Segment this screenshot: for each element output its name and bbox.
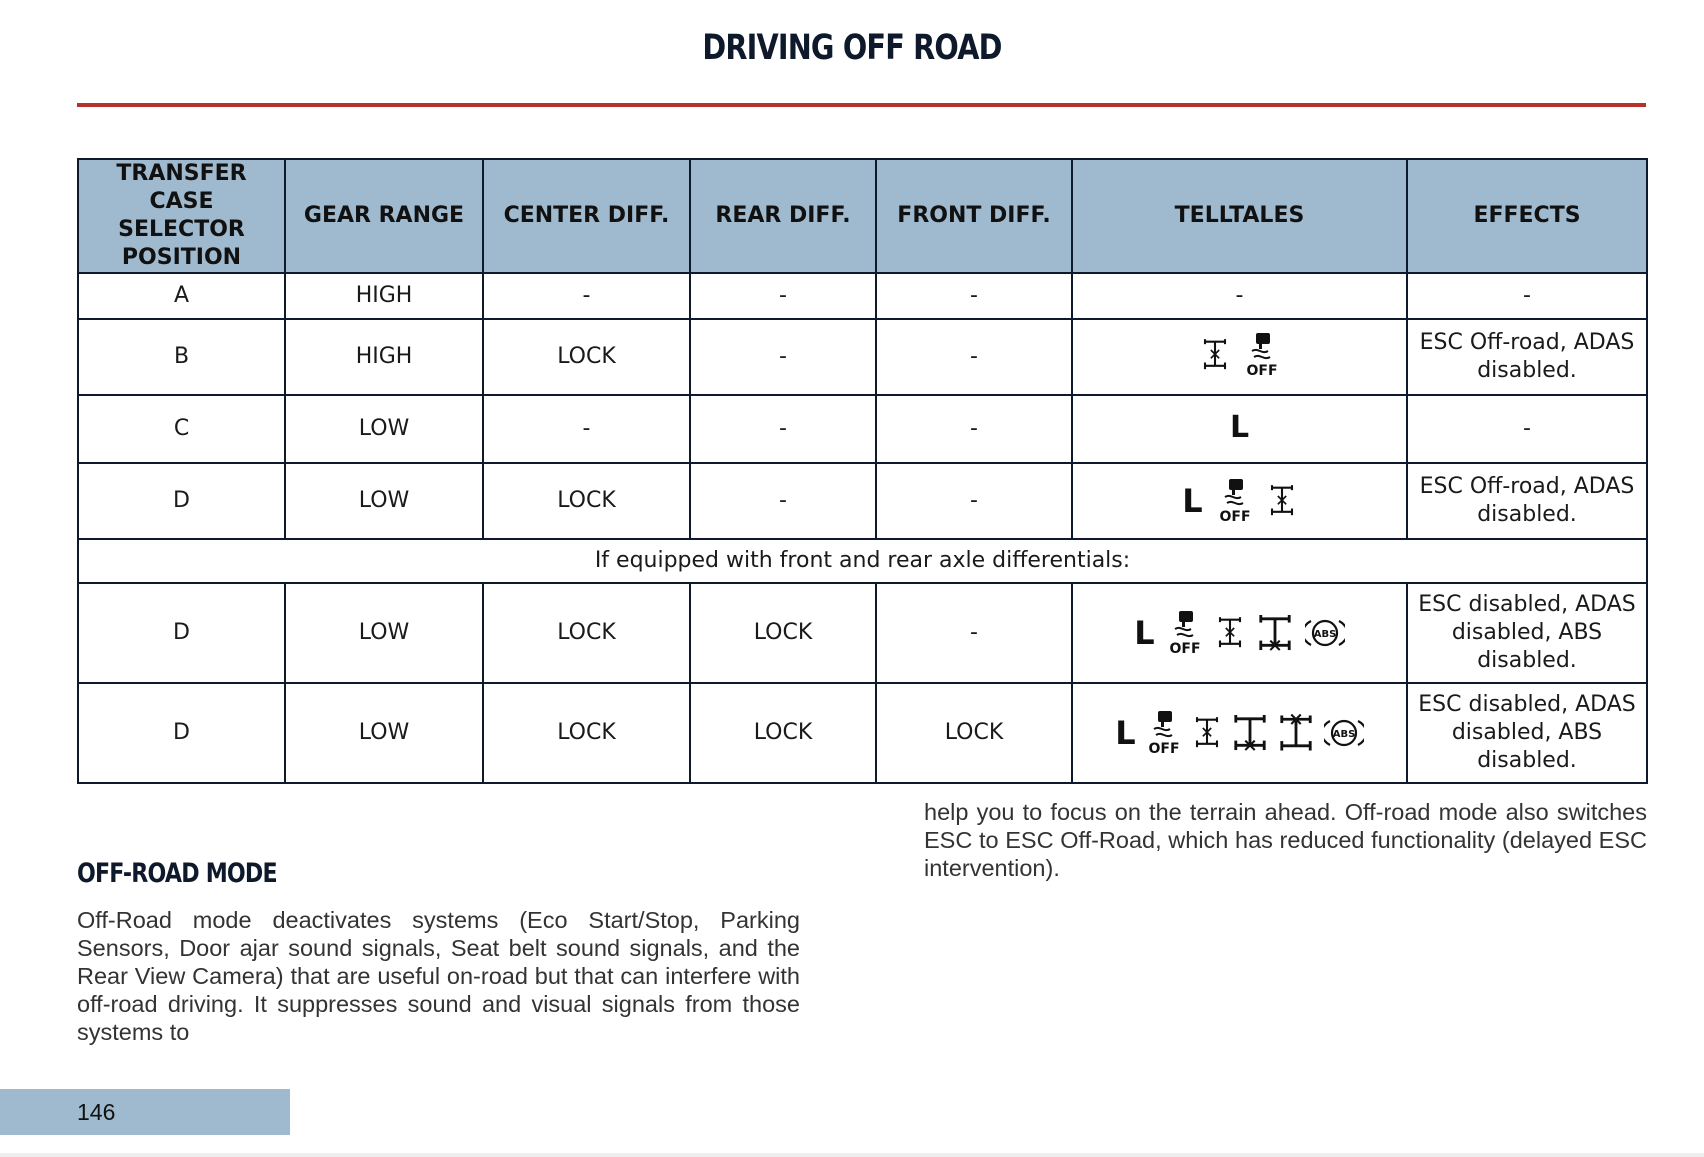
esc-off-icon [1217, 479, 1253, 523]
cell-telltales: - [1072, 273, 1407, 319]
cell-center-diff: - [483, 273, 690, 319]
cell-gear-range: LOW [285, 683, 483, 783]
low-range-l-icon: L [1115, 714, 1136, 752]
abs-icon [1324, 717, 1364, 749]
table-note: If equipped with front and rear axle differentials: [78, 539, 1647, 583]
cell-front-diff: - [876, 319, 1072, 395]
table-note-row [78, 539, 1647, 583]
cell-position: A [78, 273, 285, 319]
table-row [78, 463, 1647, 539]
page-bottom-edge [0, 1153, 1704, 1157]
abs-icon [1305, 617, 1345, 649]
table-header-row [78, 159, 1647, 273]
cell-telltales [1072, 319, 1407, 395]
abs-label: ABS [1313, 629, 1336, 640]
cell-center-diff: LOCK [483, 583, 690, 683]
table-row [78, 583, 1647, 683]
cell-center-diff: - [483, 395, 690, 463]
cell-position: D [78, 683, 285, 783]
cell-rear-diff: - [690, 319, 876, 395]
cell-effects: ESC Off-road, ADAS disabled. [1407, 463, 1647, 539]
cell-front-diff: - [876, 463, 1072, 539]
col-header-center-diff: CENTER DIFF. [483, 159, 690, 273]
esc-off-icon [1146, 711, 1182, 755]
off-road-settings-table [77, 158, 1648, 784]
col-header-front-diff: FRONT DIFF. [876, 159, 1072, 273]
cell-rear-diff: - [690, 395, 876, 463]
cell-effects: - [1407, 395, 1647, 463]
esc-off-label: OFF [1245, 362, 1278, 377]
cell-position: D [78, 583, 285, 683]
low-range-l-icon: L [1182, 482, 1203, 520]
page-title: DRIVING OFF ROAD [702, 28, 1002, 68]
col-header-gear-range: GEAR RANGE [285, 159, 483, 273]
cell-front-diff: - [876, 273, 1072, 319]
rear-diff-lock-icon [1257, 613, 1293, 653]
cell-position: B [78, 319, 285, 395]
esc-off-icon [1244, 333, 1280, 377]
cell-gear-range: LOW [285, 395, 483, 463]
cell-gear-range: HIGH [285, 273, 483, 319]
page-number-bar [0, 1089, 290, 1135]
cell-position: D [78, 463, 285, 539]
cell-effects: ESC disabled, ADAS disabled, ABS disabled. [1407, 683, 1647, 783]
col-header-transfer-case: TRANSFER CASE SELECTOR POSITION [78, 159, 285, 273]
cell-center-diff: LOCK [483, 463, 690, 539]
cell-telltales [1072, 583, 1407, 683]
cell-rear-diff: - [690, 273, 876, 319]
cell-effects: - [1407, 273, 1647, 319]
body-paragraph-left: Off-Road mode deactivates systems (Eco Start/Stop, Parking Sensors, Door ajar sound signals, Seat belt sound signals, and the Rear View Camera) that are useful on-road but that can interfere with off-road driving. It suppresses sound and visual signals from those systems to [77, 907, 800, 1045]
cell-telltales [1072, 395, 1407, 463]
col-header-effects: EFFECTS [1407, 159, 1647, 273]
cell-front-diff: LOCK [876, 683, 1072, 783]
cell-telltales [1072, 683, 1407, 783]
cell-center-diff: LOCK [483, 319, 690, 395]
esc-off-label: OFF [1169, 641, 1201, 655]
cell-telltales [1072, 463, 1407, 539]
cell-rear-diff: - [690, 463, 876, 539]
cell-front-diff: - [876, 395, 1072, 463]
table-row [78, 273, 1647, 319]
cell-effects: ESC disabled, ADAS disabled, ABS disabled. [1407, 583, 1647, 683]
center-diff-lock-icon [1200, 336, 1230, 374]
front-diff-lock-icon [1278, 713, 1314, 753]
col-header-telltales: TELLTALES [1072, 159, 1407, 273]
cell-front-diff: - [876, 583, 1072, 683]
cell-gear-range: HIGH [285, 319, 483, 395]
esc-off-label: OFF [1219, 509, 1251, 523]
low-range-l-icon: L [1229, 409, 1250, 445]
rear-diff-lock-icon [1232, 713, 1268, 753]
center-diff-lock-icon [1267, 482, 1297, 520]
table-row [78, 395, 1647, 463]
center-diff-lock-icon [1192, 714, 1222, 752]
center-diff-lock-icon [1215, 614, 1245, 652]
cell-gear-range: LOW [285, 463, 483, 539]
cell-position: C [78, 395, 285, 463]
cell-effects: ESC Off-road, ADAS disabled. [1407, 319, 1647, 395]
cell-gear-range: LOW [285, 583, 483, 683]
low-range-l-icon: L [1134, 614, 1155, 652]
col-header-rear-diff: REAR DIFF. [690, 159, 876, 273]
table-row [78, 683, 1647, 783]
page-number: 146 [77, 1099, 116, 1125]
section-heading: OFF-ROAD MODE [77, 858, 277, 889]
body-paragraph-right: help you to focus on the terrain ahead. Off-road mode also switches ESC to ESC Off-Road, which has reduced functionality (delayed ESC intervention). [924, 799, 1647, 881]
esc-off-label: OFF [1148, 741, 1180, 755]
cell-rear-diff: LOCK [690, 683, 876, 783]
cell-center-diff: LOCK [483, 683, 690, 783]
title-divider [77, 103, 1646, 107]
cell-rear-diff: LOCK [690, 583, 876, 683]
abs-label: ABS [1332, 729, 1355, 740]
esc-off-icon [1167, 611, 1203, 655]
table-row [78, 319, 1647, 395]
